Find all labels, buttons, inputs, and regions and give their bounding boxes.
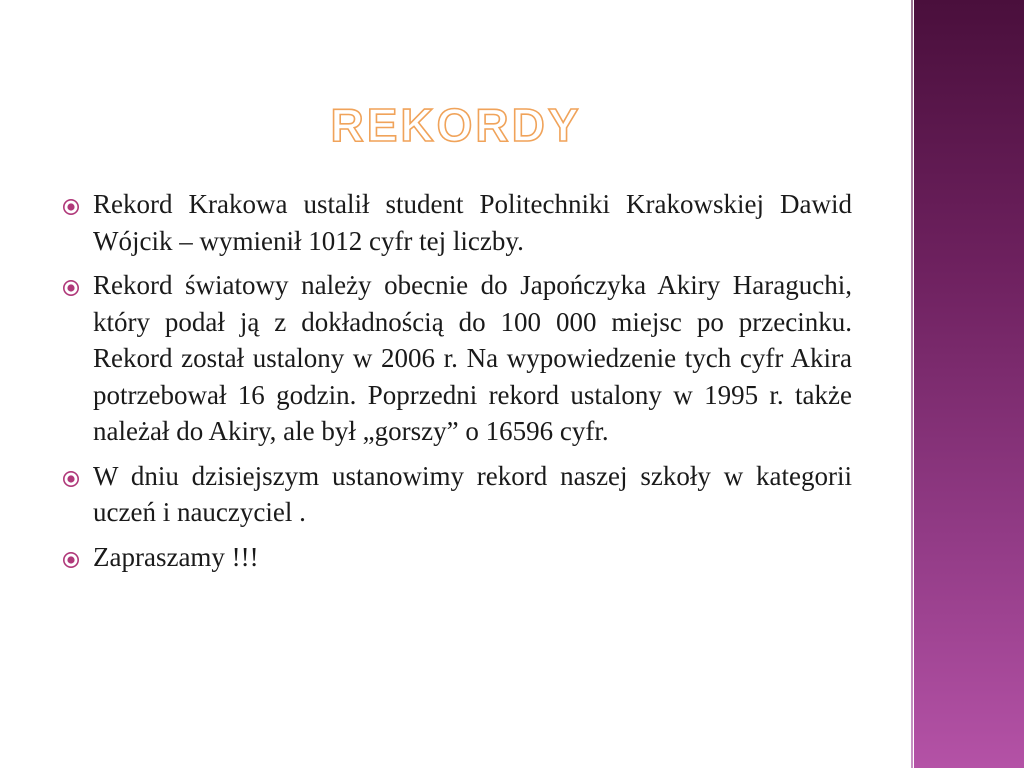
list-item bbox=[60, 458, 852, 531]
list-item bbox=[60, 267, 852, 450]
list-item bbox=[60, 186, 852, 259]
target-circle-icon bbox=[62, 198, 80, 216]
list-item bbox=[60, 539, 852, 576]
bullet-text: Rekord Krakowa ustalił student Politechniki Krakowskiej Dawid Wójcik – wymienił 1012 cyfr tej liczby. bbox=[93, 189, 852, 256]
target-circle-icon bbox=[62, 551, 80, 569]
target-circle-icon bbox=[62, 470, 80, 488]
bullet-list bbox=[60, 186, 852, 583]
side-decorative-band bbox=[914, 0, 1024, 768]
bullet-text: W dniu dzisiejszym ustanowimy rekord naszej szkoły w kategorii uczeń i nauczyciel . bbox=[93, 460, 852, 527]
bullet-text: Rekord światowy należy obecnie do Japończyka Akiry Haraguchi, który podał ją z dokładnością do 100 000 miejsc po przecinku. Rekord został ustalony w 2006 r. Na wypowiedzenie tych cyfr Akira potrzebował 16 godzin. Poprzedni rekord ustalony w 1995 r. także należał do Akiry, ale był „gorszy” o 16596 cyfr. bbox=[93, 270, 852, 446]
bullet-text: Zapraszamy !!! bbox=[93, 541, 259, 572]
target-circle-icon bbox=[62, 279, 80, 297]
slide-title: REKORDY bbox=[330, 99, 582, 151]
